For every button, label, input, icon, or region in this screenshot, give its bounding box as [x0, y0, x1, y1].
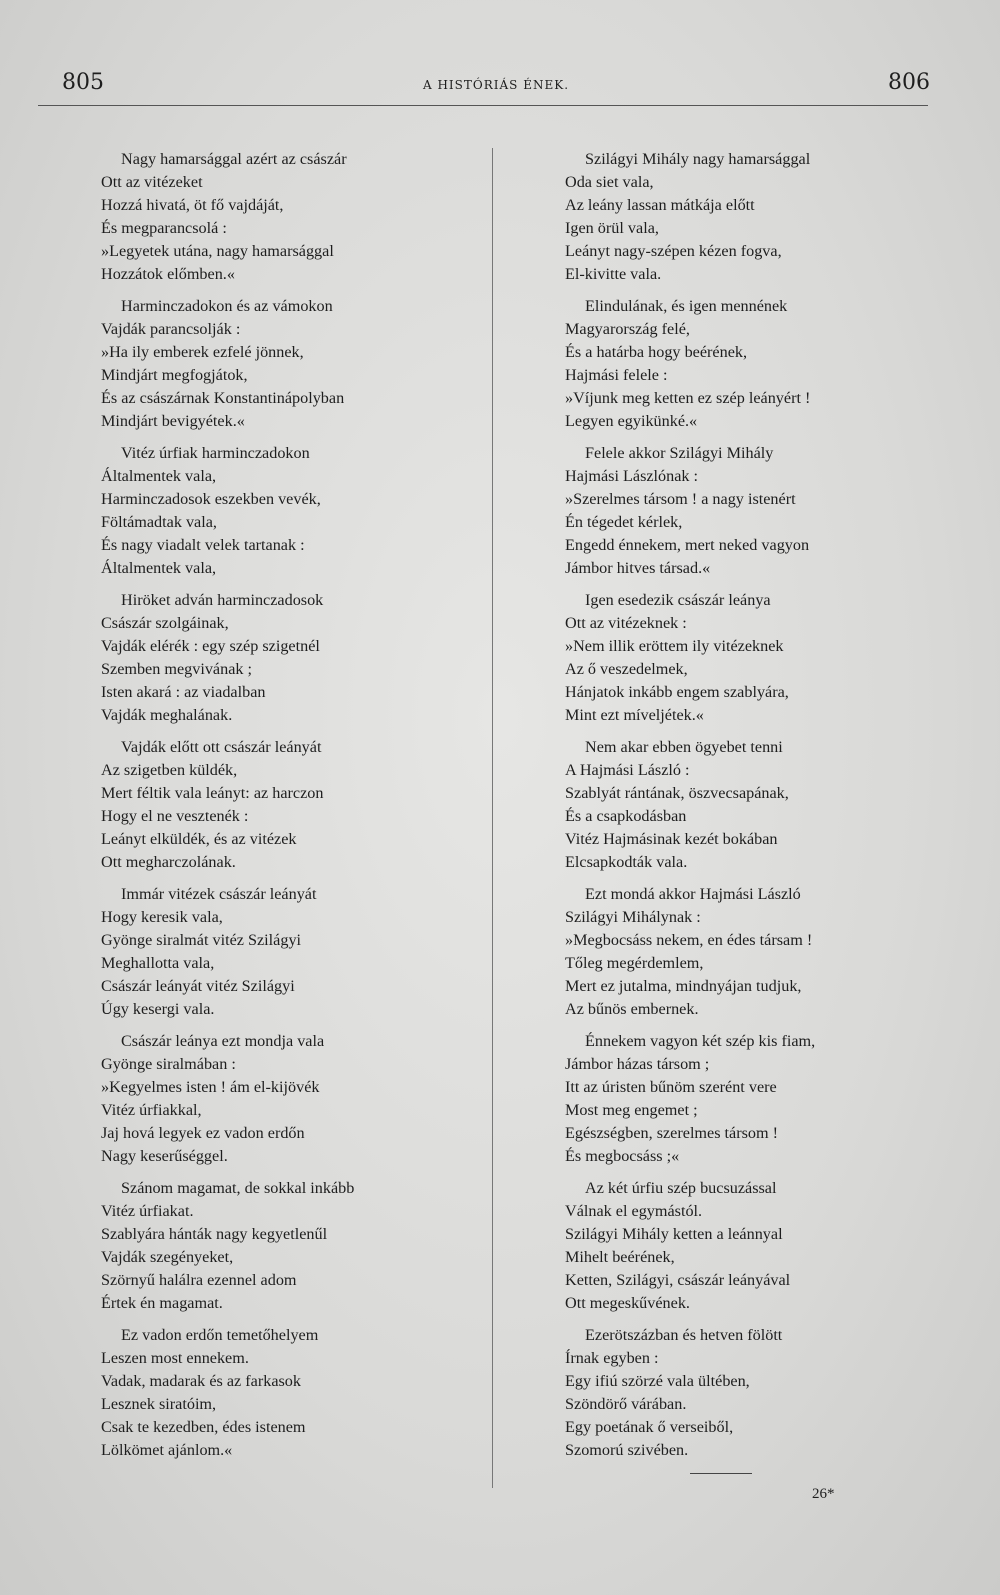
verse-line: Az bűnös embernek.: [565, 1000, 699, 1018]
verse-line: Harminczadosok eszekben vevék,: [101, 490, 321, 508]
verse-line: Leányt elküldék, és az vitézek: [101, 830, 297, 848]
left-column: [101, 148, 471, 1471]
verse-line: Vajdák meghalának.: [101, 706, 233, 724]
verse-line: Legyen egyikünké.«: [565, 412, 698, 430]
stanza: [565, 148, 925, 286]
verse-line: Szilágyi Mihálynak :: [565, 908, 701, 926]
verse-line: Hajmási Lászlónak :: [565, 467, 699, 485]
verse-line: Lölkömet ajánlom.«: [101, 1441, 233, 1459]
stanza: [101, 1030, 471, 1168]
verse-line: Vadak, madarak és az farkasok: [101, 1372, 301, 1390]
stanza: [565, 1030, 925, 1168]
verse-line: »Szerelmes társom ! a nagy istenért: [565, 490, 796, 508]
verse-line: Föltámadtak vala,: [101, 513, 217, 531]
stanza: [101, 736, 471, 874]
stanza: [101, 295, 471, 433]
verse-line: Mint ezt míveljétek.«: [565, 706, 704, 724]
verse-line: Oda siet vala,: [565, 173, 654, 191]
verse-line: »Nem illik eröttem ily vitézeknek: [565, 637, 784, 655]
verse-line: Szomorú szivében.: [565, 1441, 689, 1459]
verse-line: Az ő veszedelmek,: [565, 660, 688, 678]
verse-line: És az császárnak Konstantinápolyban: [101, 389, 345, 407]
verse-line: Ott az vitézeket: [101, 173, 203, 191]
verse-line: Szilágyi Mihály ketten a leánnyal: [565, 1225, 783, 1243]
verse-line: Leszen most ennekem.: [101, 1349, 249, 1367]
verse-line: Elindulának, és igen mennének: [585, 297, 788, 315]
verse-line: »Kegyelmes isten ! ám el-kijövék: [101, 1078, 320, 1096]
verse-line: Az két úrfiu szép bucsuzással: [585, 1179, 777, 1197]
verse-line: Egészségben, szerelmes társom !: [565, 1124, 779, 1142]
verse-line: Hogy el ne vesztenék :: [101, 807, 249, 825]
verse-line: Mindjárt bevigyétek.«: [101, 412, 245, 430]
verse-line: Hiröket adván harminczadosok: [121, 591, 324, 609]
verse-line: »Legyetek utána, nagy hamarsággal: [101, 242, 334, 260]
verse-line: »Ha ily emberek ezfelé jönnek,: [101, 343, 304, 361]
verse-line: Válnak el egymástól.: [565, 1202, 703, 1220]
stanza: [565, 295, 925, 433]
verse-line: Vajdák elérék : egy szép szigetnél: [101, 637, 320, 655]
verse-line: »Víjunk meg ketten ez szép leányért !: [565, 389, 811, 407]
header-rule: [38, 105, 928, 106]
verse-line: El-kivitte vala.: [565, 265, 662, 283]
printer-signature: 26*: [812, 1486, 835, 1502]
verse-line: Igen esedezik császár leánya: [585, 591, 771, 609]
verse-line: A Hajmási László :: [565, 761, 690, 779]
verse-line: Harminczadokon és az vámokon: [121, 297, 333, 315]
verse-line: És megbocsáss ;«: [565, 1147, 680, 1165]
verse-line: Szablyát rántának, öszvecsapának,: [565, 784, 789, 802]
page-header: [62, 70, 930, 106]
verse-line: Én tégedet kérlek,: [565, 513, 683, 531]
stanza: [565, 1177, 925, 1315]
verse-line: Jámbor hitves társad.«: [565, 559, 711, 577]
verse-line: Hozzátok előmben.«: [101, 265, 235, 283]
verse-line: Írnak egyben :: [565, 1349, 659, 1367]
verse-line: Vitéz Hajmásinak kezét bokában: [565, 830, 778, 848]
verse-line: És a csapkodásban: [565, 807, 687, 825]
verse-line: Jámbor házas társom ;: [565, 1055, 710, 1073]
stanza: [101, 442, 471, 580]
verse-line: Mert féltik vala leányt: az harczon: [101, 784, 324, 802]
verse-line: Ezt mondá akkor Hajmási László: [585, 885, 801, 903]
stanza: [101, 1324, 471, 1462]
verse-line: Gyönge siralmában :: [101, 1055, 236, 1073]
verse-line: Szörnyű halálra ezennel adom: [101, 1271, 297, 1289]
verse-line: És nagy viadalt velek tartanak :: [101, 536, 305, 554]
verse-line: Vajdák előtt ott császár leányát: [121, 738, 322, 756]
verse-line: Ketten, Szilágyi, császár leányával: [565, 1271, 791, 1289]
verse-line: Tőleg megérdemlem,: [565, 954, 704, 972]
verse-line: Ez vadon erdőn temetőhelyem: [121, 1326, 319, 1344]
verse-line: Hozzá hivatá, öt fő vajdáját,: [101, 196, 284, 214]
verse-line: Általmentek vala,: [101, 559, 217, 577]
verse-line: Leányt nagy-szépen kézen fogva,: [565, 242, 782, 260]
verse-line: Énnekem vagyon két szép kis fiam,: [585, 1032, 816, 1050]
verse-line: Vitéz úrfiak harminczadokon: [121, 444, 310, 462]
right-column: [565, 148, 925, 1471]
verse-line: Szilágyi Mihály nagy hamarsággal: [585, 150, 811, 168]
verse-line: Lesznek siratóim,: [101, 1395, 217, 1413]
page-number-left: 805: [62, 70, 104, 95]
verse-line: Hánjatok inkább engem szablyára,: [565, 683, 789, 701]
verse-line: Hogy keresik vala,: [101, 908, 223, 926]
verse-line: Az szigetben küldék,: [101, 761, 238, 779]
stanza: [565, 589, 925, 727]
verse-line: Nagy keserűséggel.: [101, 1147, 228, 1165]
running-title: A HISTÓRIÁS ÉNEK.: [422, 78, 570, 92]
verse-line: Egy poetának ő verseiből,: [565, 1418, 734, 1436]
verse-line: Meghallotta vala,: [101, 954, 215, 972]
verse-line: Ott megeskűvének.: [565, 1294, 690, 1312]
verse-line: Hajmási felele :: [565, 366, 668, 384]
stanza: [565, 1324, 925, 1462]
verse-line: És a határba hogy beérének,: [565, 343, 748, 361]
page-number-right: 806: [888, 70, 930, 95]
verse-line: Immár vitézek császár leányát: [121, 885, 317, 903]
verse-line: Felele akkor Szilágyi Mihály: [585, 444, 774, 462]
verse-line: Vitéz úrfiakkal,: [101, 1101, 202, 1119]
stanza: [565, 442, 925, 580]
verse-line: Jaj hová legyek ez vadon erdőn: [101, 1124, 305, 1142]
end-rule: [690, 1473, 752, 1474]
verse-line: Egy ifiú szörzé vala ültében,: [565, 1372, 750, 1390]
verse-line: Császár leányát vitéz Szilágyi: [101, 977, 295, 995]
verse-line: Gyönge siralmát vitéz Szilágyi: [101, 931, 302, 949]
column-divider: [492, 148, 493, 1488]
verse-line: Értek én magamat.: [101, 1294, 223, 1312]
verse-line: »Megbocsáss nekem, en édes társam !: [565, 931, 813, 949]
verse-line: Szánom magamat, de sokkal inkább: [121, 1179, 355, 1197]
verse-line: Csak te kezedben, édes istenem: [101, 1418, 306, 1436]
verse-line: Ezerötszázban és hetven fölött: [585, 1326, 783, 1344]
verse-line: Vajdák szegényeket,: [101, 1248, 234, 1266]
verse-line: Az leány lassan mátkája előtt: [565, 196, 755, 214]
verse-line: Ott megharczolának.: [101, 853, 236, 871]
verse-line: Császár leánya ezt mondja vala: [121, 1032, 325, 1050]
verse-line: Általmentek vala,: [101, 467, 217, 485]
verse-line: Itt az úristen bűnöm szerént vere: [565, 1078, 777, 1096]
verse-line: Császár szolgáinak,: [101, 614, 229, 632]
verse-line: Ott az vitézeknek :: [565, 614, 687, 632]
verse-line: Szemben megvivának ;: [101, 660, 253, 678]
stanza: [565, 736, 925, 874]
verse-line: Szablyára hánták nagy kegyetlenűl: [101, 1225, 328, 1243]
stanza: [101, 589, 471, 727]
stanza: [101, 883, 471, 1021]
stanza: [101, 1177, 471, 1315]
verse-line: Engedd énnekem, mert neked vagyon: [565, 536, 810, 554]
verse-line: Magyarország felé,: [565, 320, 690, 338]
verse-line: És megparancsolá :: [101, 219, 227, 237]
verse-line: Mert ez jutalma, mindnyájan tudjuk,: [565, 977, 802, 995]
verse-line: Úgy kesergi vala.: [101, 1000, 215, 1018]
stanza: [101, 148, 471, 286]
verse-line: Igen örül vala,: [565, 219, 659, 237]
verse-line: Mihelt beérének,: [565, 1248, 675, 1266]
verse-line: Most meg engemet ;: [565, 1101, 698, 1119]
verse-line: Elcsapkodták vala.: [565, 853, 688, 871]
verse-line: Vitéz úrfiakat.: [101, 1202, 194, 1220]
verse-line: Szöndörő várában.: [565, 1395, 687, 1413]
verse-line: Nem akar ebben ögyebet tenni: [585, 738, 783, 756]
verse-line: Nagy hamarsággal azért az császár: [121, 150, 347, 168]
stanza: [565, 883, 925, 1021]
verse-line: Vajdák parancsolják :: [101, 320, 241, 338]
verse-line: Mindjárt megfogjátok,: [101, 366, 248, 384]
verse-line: Isten akará : az viadalban: [101, 683, 266, 701]
